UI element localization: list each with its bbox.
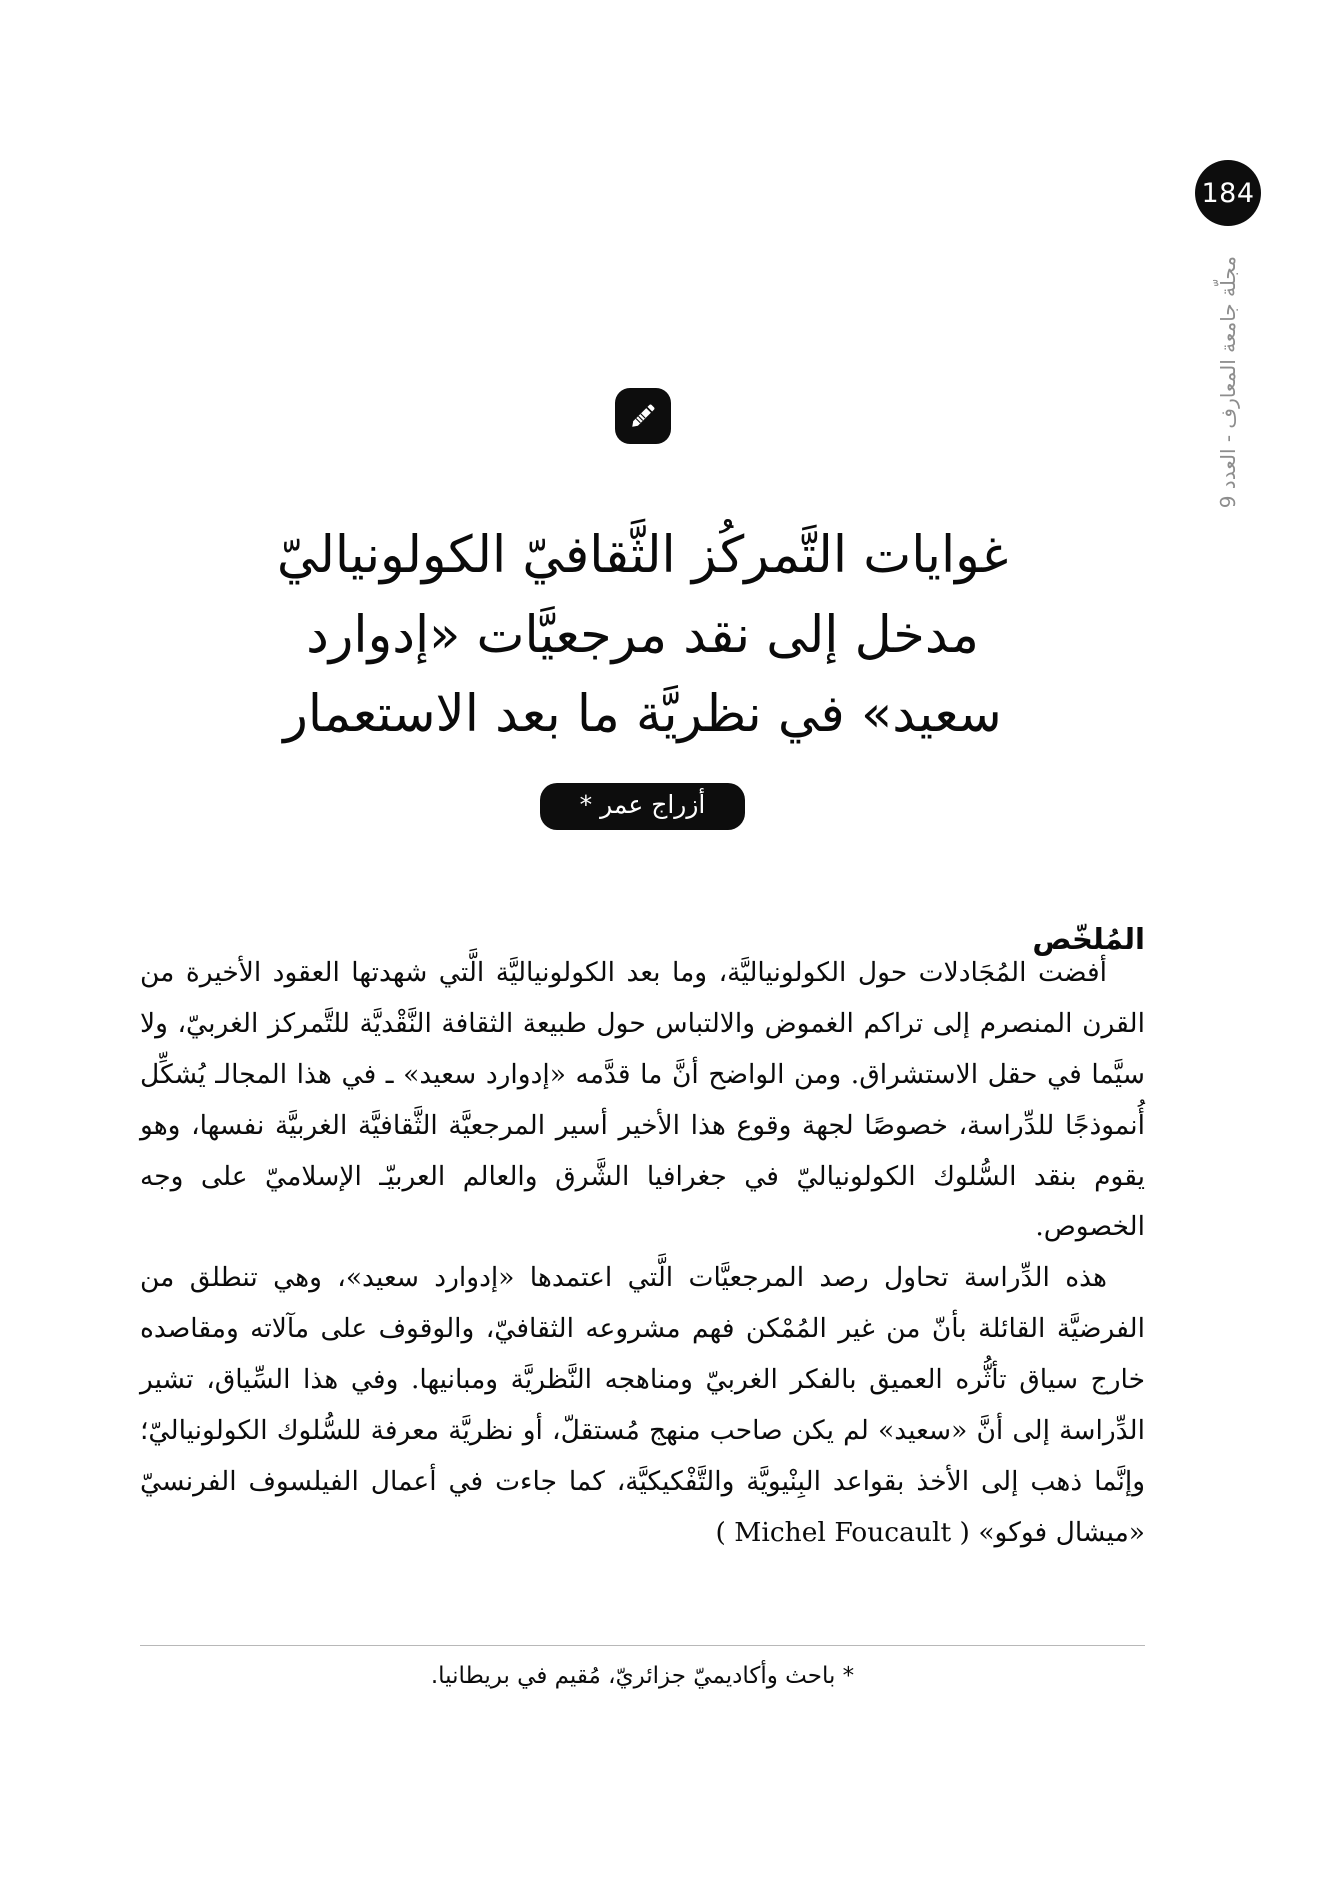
title-line-2: مدخل إلى نقد مرجعيَّات «إدوارد (306, 605, 979, 665)
latin-reference: ( Michel Foucault ) (715, 1516, 970, 1548)
abstract-paragraph-2-text: هذه الدِّراسة تحاول رصد المرجعيَّات الَّتي اعتمدها «إدوارد سعيد»، وهي تنطلق من الفرضيَّة القائلة بأنّ من غير المُمْكن فهم مشروعه الثقافيّ، والوقوف على مآلاته ومقاصده خارج سياق تأثُّره العميق بالفكر الغربيّ ومناهجه النَّظريَّة ومبانيها. وفي هذا السِّياق، تشير الدِّراسة إلى أنَّ «سعيد» لم يكن صاحب منهج مُستقلّ، أو نظريَّة معرفة للسُّلوك الكولونياليّ؛ وإنَّما ذهب إلى الأخذ بقواعد البِنْيويَّة والتَّفْكيكيَّة، كما جاءت في أعمال الفيلسوف الفرنسيّ «ميشال فوكو» (140, 1262, 1145, 1548)
running-head-text: مجلّة جامعة المعارف - العدد 9 (1216, 256, 1240, 509)
abstract-paragraph-2 (140, 1253, 1145, 1558)
abstract-heading: المُلخّص (1032, 922, 1145, 957)
page-number-badge (1195, 160, 1261, 226)
abstract-paragraph-1: أفضت المُجَادلات حول الكولونياليَّة، وما بعد الكولونياليَّة الَّتي شهدتها العقود الأخيرة من القرن المنصرم إلى تراكم الغموض والالتباس حول طبيعة الثقافة النَّقْديَّة للتَّمركز الغربيّ، ولا سيَّما في حقل الاستشراق. ومن الواضح أنَّ ما قدَّمه «إدوارد سعيد» ـ في هذا المجالـ يُشكِّل أُنموذجًا للدِّراسة، خصوصًا لجهة وقوع هذا الأخير أسير المرجعيَّة الثَّقافيَّة الغربيَّة نفسها، وهو يقوم بنقد السُّلوك الكولونياليّ في جغرافيا الشَّرق والعالم العربيّـ الإسلاميّ على وجه الخصوص. (140, 957, 1145, 1243)
footnote-text: * باحث وأكاديميّ جزائريّ، مُقيم في بريطانيا. (430, 1663, 855, 1689)
page-number-text: 184 (1201, 177, 1255, 209)
abstract-body (140, 948, 1145, 1559)
footnote-separator (140, 1645, 1145, 1646)
title-line-3: سعيد» في نظريَّة ما بعد الاستعمار (283, 685, 1002, 745)
pencil-icon (628, 401, 658, 431)
author-badge: أزراج عمر * (540, 783, 746, 830)
emblem-badge (615, 388, 671, 444)
title-line-1: غوايات التَّمركُز الثَّقافيّ الكولونياليّ (276, 526, 1009, 586)
article-title (140, 516, 1145, 755)
vertical-running-head (1203, 256, 1253, 586)
author-container (140, 783, 1145, 830)
emblem-container (140, 388, 1145, 444)
